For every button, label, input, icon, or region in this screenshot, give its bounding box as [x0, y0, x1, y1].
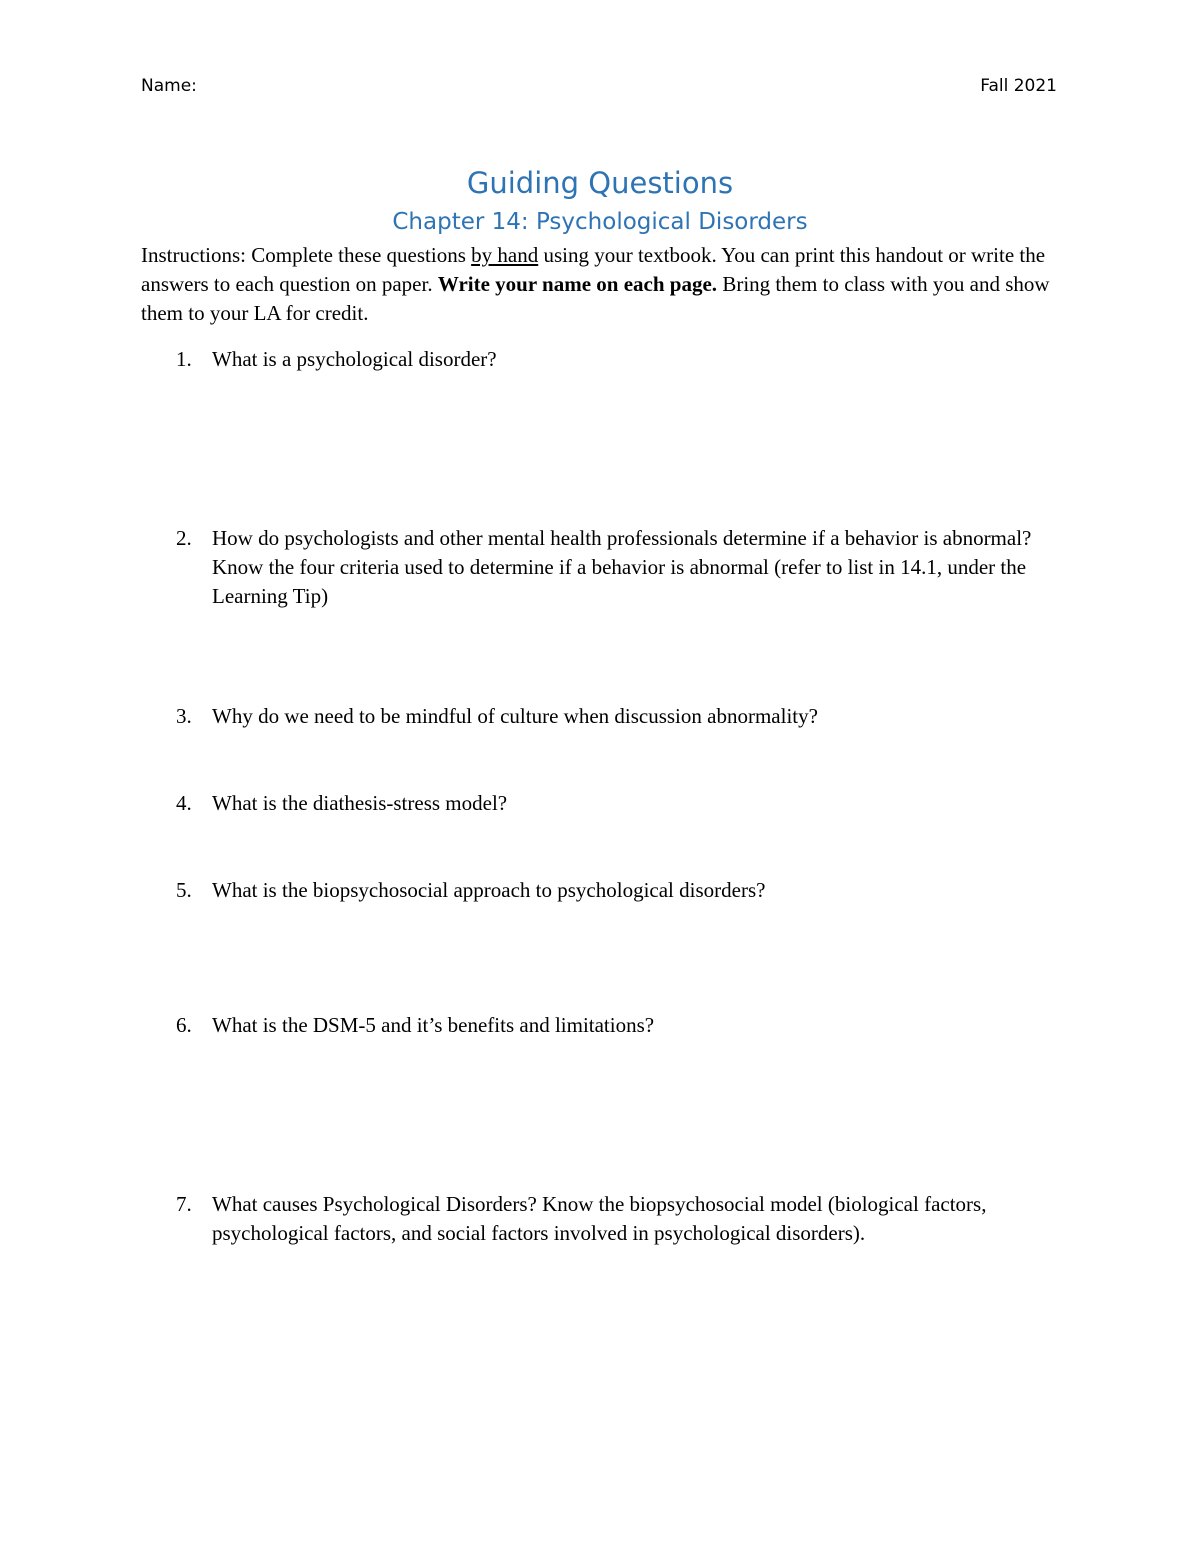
- term-label: Fall 2021: [980, 76, 1057, 96]
- instructions-bold: Write your name on each page.: [437, 272, 718, 296]
- page-title: Guiding Questions: [466, 166, 734, 200]
- instructions-text-1: Instructions: Complete these questions: [141, 243, 472, 267]
- question-text: Why do we need to be mindful of culture when discussion abnormality?: [212, 704, 818, 728]
- question-text: What is the diathesis-stress model?: [212, 791, 508, 815]
- instructions-text-2: using your textbook. You can print this handout or write the answers to each question on paper.: [141, 243, 1046, 296]
- name-label: Name:: [141, 76, 197, 96]
- instructions-underlined: by hand: [471, 243, 539, 267]
- question-text: What causes Psychological Disorders? Know the biopsychosocial model (biological factors, psychological factors, and social factors involved in psychological disorders).: [212, 1192, 987, 1245]
- question-number: 6.: [176, 1013, 192, 1037]
- question-text: What is the biopsychosocial approach to psychological disorders?: [212, 878, 766, 902]
- question-number: 1.: [176, 347, 192, 371]
- question-number: 2.: [176, 526, 192, 550]
- question-number: 4.: [176, 791, 192, 815]
- chapter-subtitle: Chapter 14: Psychological Disorders: [392, 209, 808, 235]
- instructions-text-3: Bring them to class with you and show them to your LA for credit.: [141, 272, 1050, 325]
- question-number: 3.: [176, 704, 192, 728]
- question-text: What is the DSM-5 and it’s benefits and limitations?: [212, 1013, 655, 1037]
- question-number: 5.: [176, 878, 192, 902]
- instructions-paragraph: [141, 241, 1066, 328]
- question-number: 7.: [176, 1192, 192, 1216]
- question-text: How do psychologists and other mental health professionals determine if a behavior is abnormal? Know the four criteria used to determine if a behavior is abnormal (refer to list in 14.1, under the Learning Tip): [212, 526, 1032, 608]
- question-text: What is a psychological disorder?: [212, 347, 497, 371]
